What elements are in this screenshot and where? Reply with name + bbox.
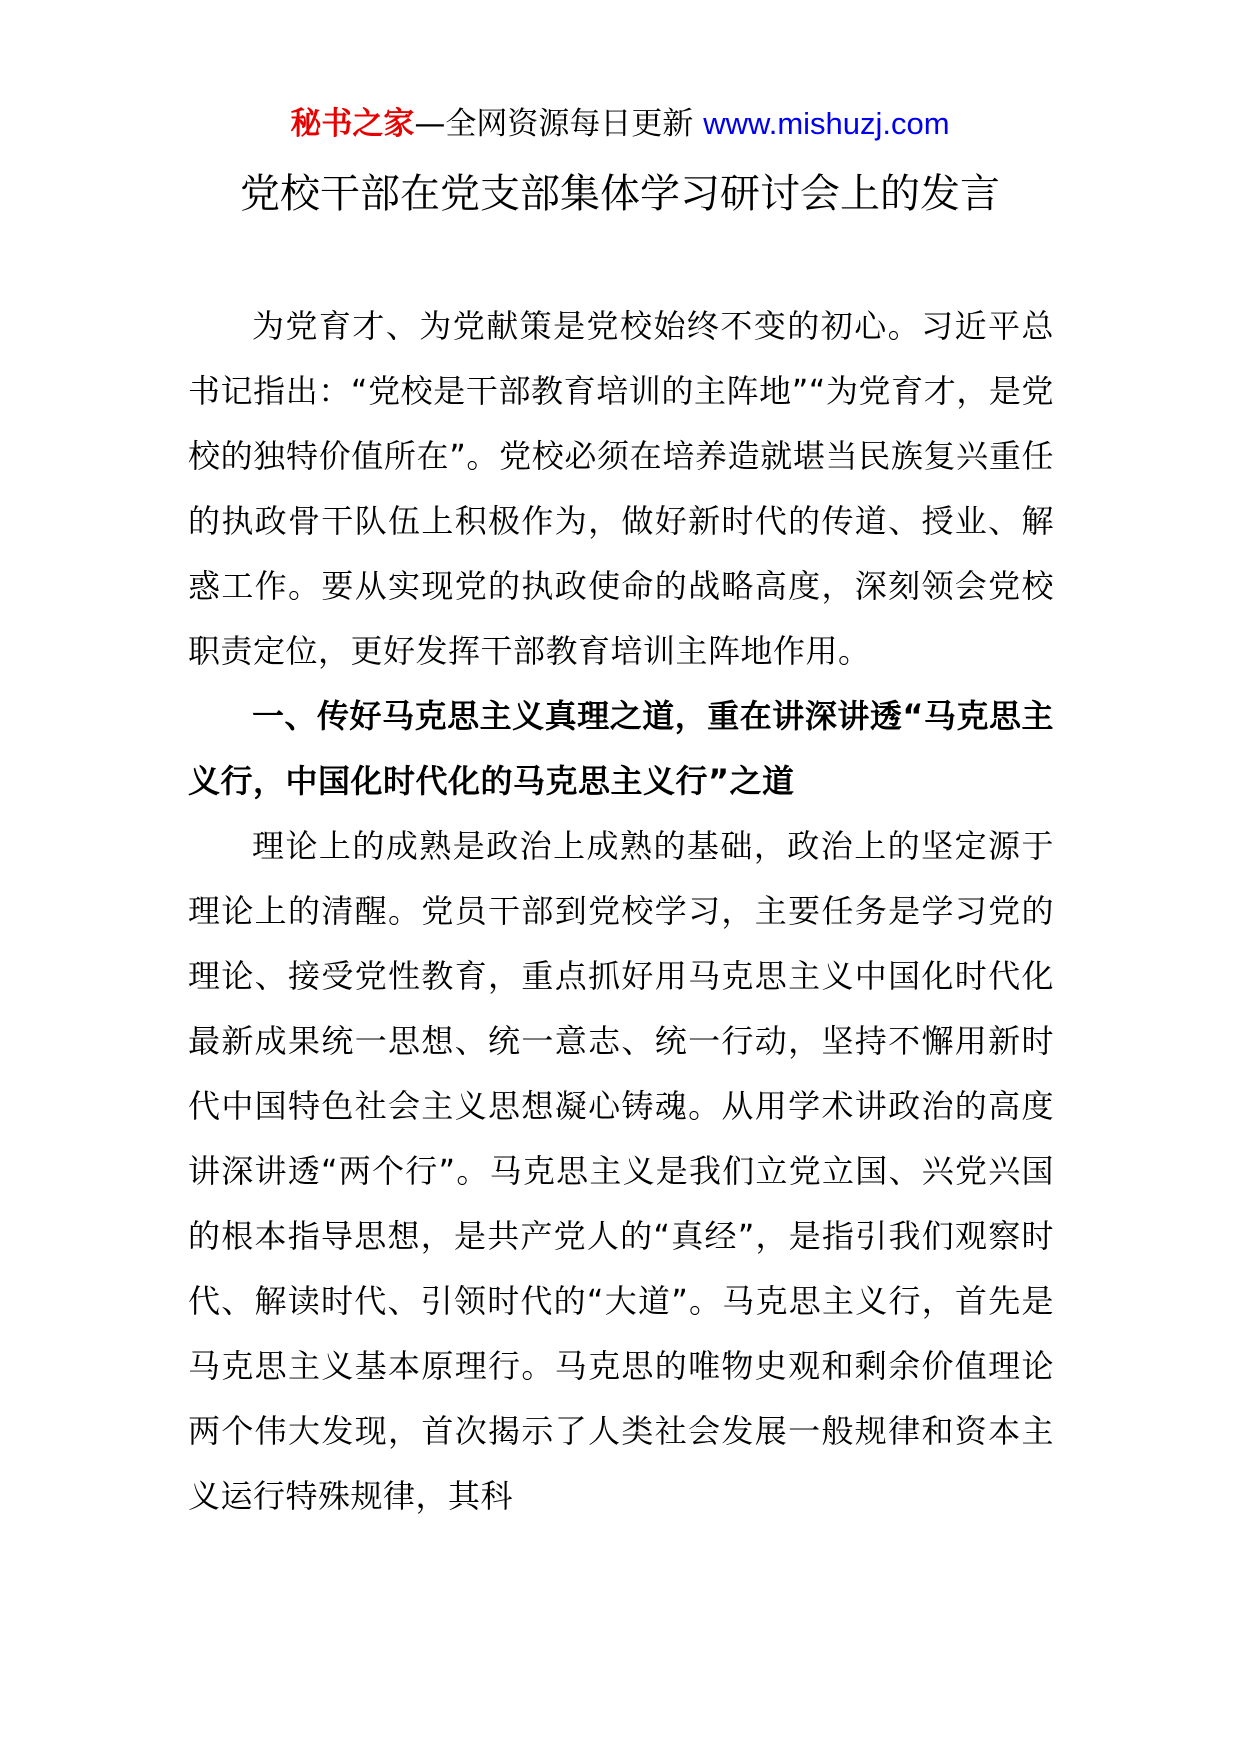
site-tagline: —全网资源每日更新 bbox=[414, 106, 694, 142]
site-header bbox=[0, 104, 1240, 144]
document-body bbox=[188, 294, 1054, 1529]
site-url-link[interactable]: www.mishuzj.com bbox=[703, 106, 950, 141]
site-brand: 秘书之家 bbox=[290, 106, 415, 142]
section-heading-1: 一、传好马克思主义真理之道，重在讲深讲透“马克思主义行，中国化时代化的马克思主义行”之道 bbox=[188, 697, 1054, 800]
document-title: 党校干部在党支部集体学习研讨会上的发言 bbox=[240, 171, 1000, 217]
body-paragraph-theory: 理论上的成熟是政治上成熟的基础，政治上的坚定源于理论上的清醒。党员干部到党校学习，主要任务是学习党的理论、接受党性教育，重点抓好用马克思主义中国化时代化最新成果统一思想、统一意志、统一行动，坚持不懈用新时代中国特色社会主义思想凝心铸魂。从用学术讲政治的高度讲深讲透“两个行”。马克思主义是我们立党立国、兴党兴国的根本指导思想，是共产党人的“真经”，是指引我们观察时代、解读时代、引领时代的“大道”。马克思主义行，首先是马克思主义基本原理行。马克思的唯物史观和剩余价值理论两个伟大发现，首次揭示了人类社会发展一般规律和资本主义运行特殊规律，其科 bbox=[188, 827, 1054, 1515]
body-paragraph-intro: 为党育才、为党献策是党校始终不变的初心。习近平总书记指出：“党校是干部教育培训的主阵地”“为党育才，是党校的独特价值所在”。党校必须在培养造就堪当民族复兴重任的执政骨干队伍上积极作为，做好新时代的传道、授业、解惑工作。要从实现党的执政使命的战略高度，深刻领会党校职责定位，更好发挥干部教育培训主阵地作用。 bbox=[188, 307, 1054, 670]
